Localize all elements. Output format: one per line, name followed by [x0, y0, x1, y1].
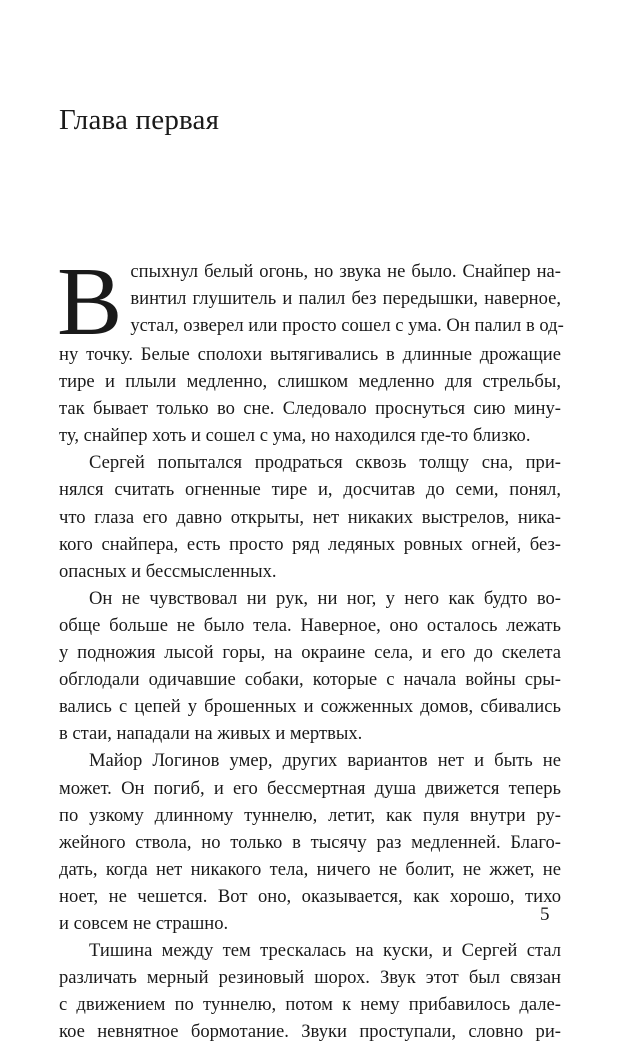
text-line: ну точку. Белые сполохи вытягивались в длинные дрожащие [59, 344, 561, 365]
text-line: опасных и бессмысленных. [59, 560, 277, 582]
text-line: и совсем не страшно. [59, 912, 229, 934]
text-line: различать мерный резиновый шорох. Звук этот был связан [59, 967, 561, 989]
paragraph [59, 937, 561, 1045]
text-line: в стаи, нападали на живых и мертвых. [59, 723, 363, 745]
paragraph [59, 585, 561, 748]
text-line: Майор Логинов умер, других вариантов нет и быть не [89, 750, 561, 772]
text-line: с движением по туннелю, потом к нему прибавилось дале- [59, 994, 561, 1016]
text-line: винтил глушитель и палил без передышки, наверное, [130, 288, 561, 310]
text-line: Тишина между тем трескалась на куски, и Сергей стал [89, 940, 561, 962]
text-line: обще больше не было тела. Наверное, оно осталось лежать [59, 614, 561, 636]
text-line: кого снайпера, есть просто ряд ледяных ровных огней, без- [59, 533, 561, 555]
paragraph [59, 449, 561, 584]
paragraph [59, 747, 561, 937]
chapter-title: Глава первая [59, 104, 220, 136]
text-line: кое невнятное бормотание. Звуки проступали, словно ри- [59, 1021, 561, 1043]
chapter-body [57, 248, 564, 1045]
text-line: обглодали одичавшие собаки, которые с начала войны сры- [59, 669, 561, 691]
text-line: ноет, не чешется. Вот оно, оказывается, как хорошо, тихо [59, 885, 561, 907]
text-line: Сергей попытался продраться сквозь толщу сна, при- [89, 452, 561, 474]
text-line: ту, снайпер хоть и сошел с ума, но находился где-то близко. [59, 425, 531, 447]
text-line: по узкому длинному туннелю, летит, как пуля внутри ру- [59, 804, 561, 826]
text-line: устал, озверел или просто сошел с ума. Он палил в од- [130, 315, 564, 337]
text-line: нялся считать огненные тире и, досчитав до семи, понял, [59, 479, 561, 501]
text-line: у подножия лысой горы, на окраине села, и его до скелета [59, 642, 561, 664]
page-number: 5 [540, 904, 550, 925]
text-line: дать, когда нет никакого тела, ничего не болит, не жжет, не [59, 858, 561, 880]
drop-cap: В [57, 248, 123, 356]
paragraph [57, 248, 564, 449]
text-line: Он не чувствовал ни рук, ни ног, у него как будто во- [89, 587, 561, 609]
text-line: тире и плыли медленно, слишком медленно для стрельбы, [59, 371, 561, 393]
text-line: вались с цепей у брошенных и сожженных домов, сбивались [59, 696, 561, 718]
text-line: спыхнул белый огонь, но звука не было. Снайпер на- [130, 261, 561, 282]
text-line: может. Он погиб, и его бессмертная душа движется теперь [59, 777, 561, 799]
text-line: так бывает только во сне. Следовало проснуться сию мину- [59, 398, 561, 420]
text-line: что глаза его давно открыты, нет никаких выстрелов, ника- [59, 506, 561, 528]
text-line: жейного ствола, но только в тысячу раз медленней. Благо- [59, 831, 561, 853]
